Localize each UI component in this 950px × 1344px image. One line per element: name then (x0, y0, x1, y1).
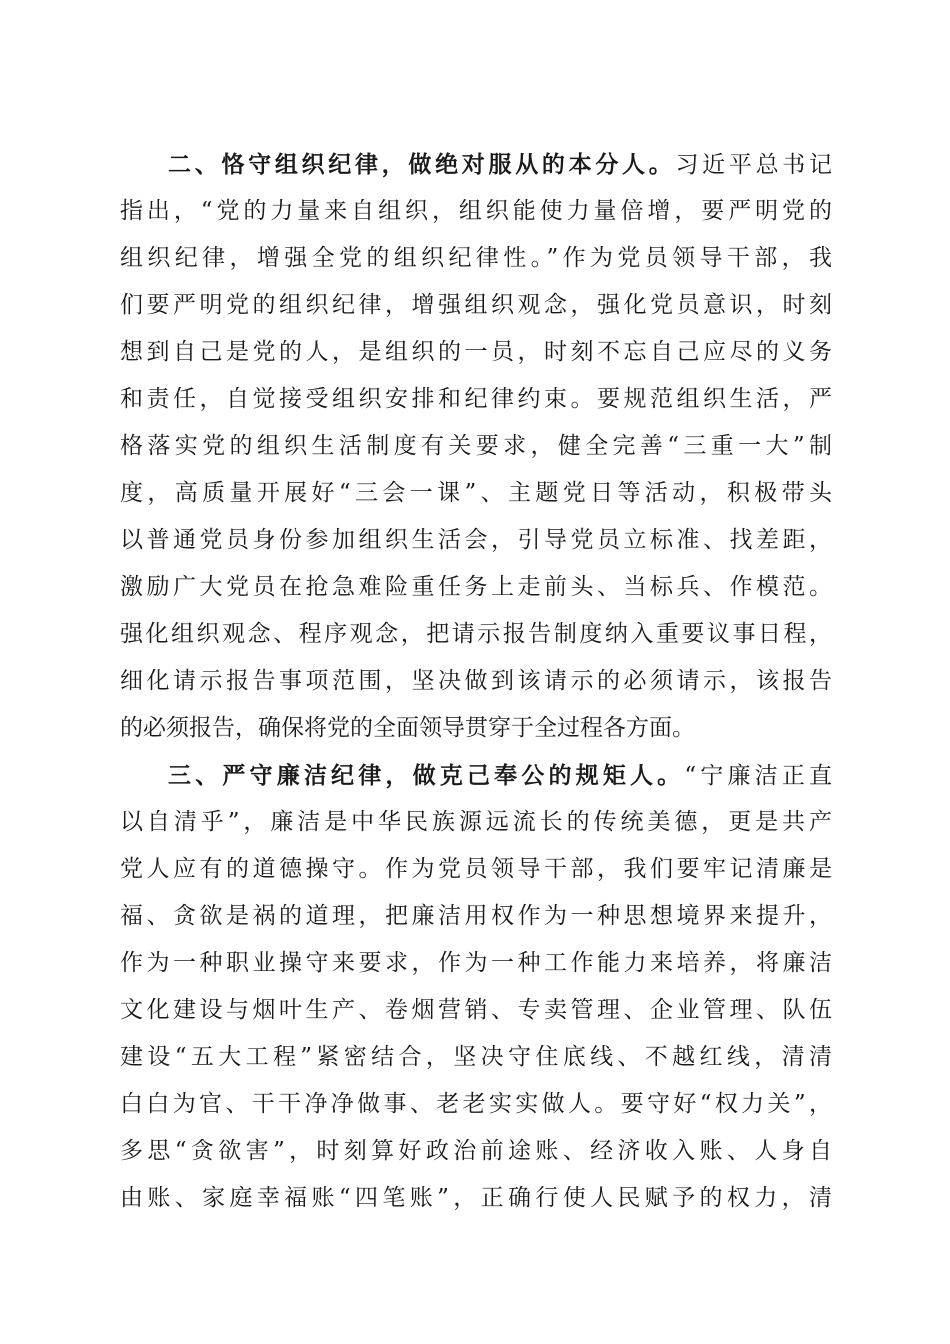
document-page (120, 141, 832, 1222)
body-line: 组织纪律，增强全党的组织纪律性。”作为党员领导干部，我 (120, 245, 832, 271)
body-line: 多思“贪欲害”，时刻算好政治前途账、经济收入账、人身自 (120, 1138, 832, 1164)
body-text: 习近平总书记 (675, 152, 833, 178)
body-line: 党人应有的道德操守。作为党员领导干部，我们要牢记清廉是 (120, 856, 832, 882)
paragraph-first-line (120, 752, 832, 799)
body-line: 们要严明党的组织纪律，增强组织观念，强化党员意识，时刻 (120, 292, 832, 318)
body-line: 细化请示报告事项范围，坚决做到该请示的必须请示，该报告 (120, 668, 832, 694)
paragraph-integrity-discipline (120, 752, 832, 1222)
body-line: 白白为官、干干净净做事、老老实实做人。要守好“权力关”， (120, 1091, 832, 1117)
section-heading: 二、恪守组织纪律，做绝对服从的本分人。 (168, 151, 676, 178)
body-line: 的必须报告，确保将党的全面领导贯穿于全过程各方面。 (120, 715, 695, 741)
paragraph-first-line (120, 141, 832, 188)
body-line: 福、贪欲是祸的道理，把廉洁用权作为一种思想境界来提升， (120, 903, 832, 929)
body-line: 和责任，自觉接受组织安排和纪律约束。要规范组织生活，严 (120, 386, 832, 412)
body-text: “宁廉洁正直 (684, 763, 833, 789)
paragraph-organization-discipline (120, 141, 832, 752)
body-line: 格落实党的组织生活制度有关要求，健全完善“三重一大”制 (120, 433, 832, 459)
body-line: 作为一种职业操守来要求，作为一种工作能力来培养，将廉洁 (120, 950, 832, 976)
body-line: 文化建设与烟叶生产、卷烟营销、专卖管理、企业管理、队伍 (120, 997, 832, 1023)
body-line: 建设“五大工程”紧密结合，坚决守住底线、不越红线，清清 (120, 1044, 832, 1070)
body-line: 度，高质量开展好“三会一课”、主题党日等活动，积极带头 (120, 480, 832, 506)
section-heading: 三、严守廉洁纪律，做克己奉公的规矩人。 (168, 762, 685, 789)
body-line: 指出，“党的力量来自组织，组织能使力量倍增，要严明党的 (120, 198, 832, 224)
body-line: 强化组织观念、程序观念，把请示报告制度纳入重要议事日程， (120, 621, 832, 647)
body-line: 激励广大党员在抢急难险重任务上走前头、当标兵、作模范。 (120, 574, 832, 600)
body-line: 以自清乎”，廉洁是中华民族源远流长的传统美德，更是共产 (120, 809, 832, 835)
body-line: 想到自己是党的人，是组织的一员，时刻不忘自己应尽的义务 (120, 339, 832, 365)
body-line: 以普通党员身份参加组织生活会，引导党员立标准、找差距， (120, 527, 832, 553)
body-line: 由账、家庭幸福账“四笔账”，正确行使人民赋予的权力，清 (120, 1185, 832, 1211)
